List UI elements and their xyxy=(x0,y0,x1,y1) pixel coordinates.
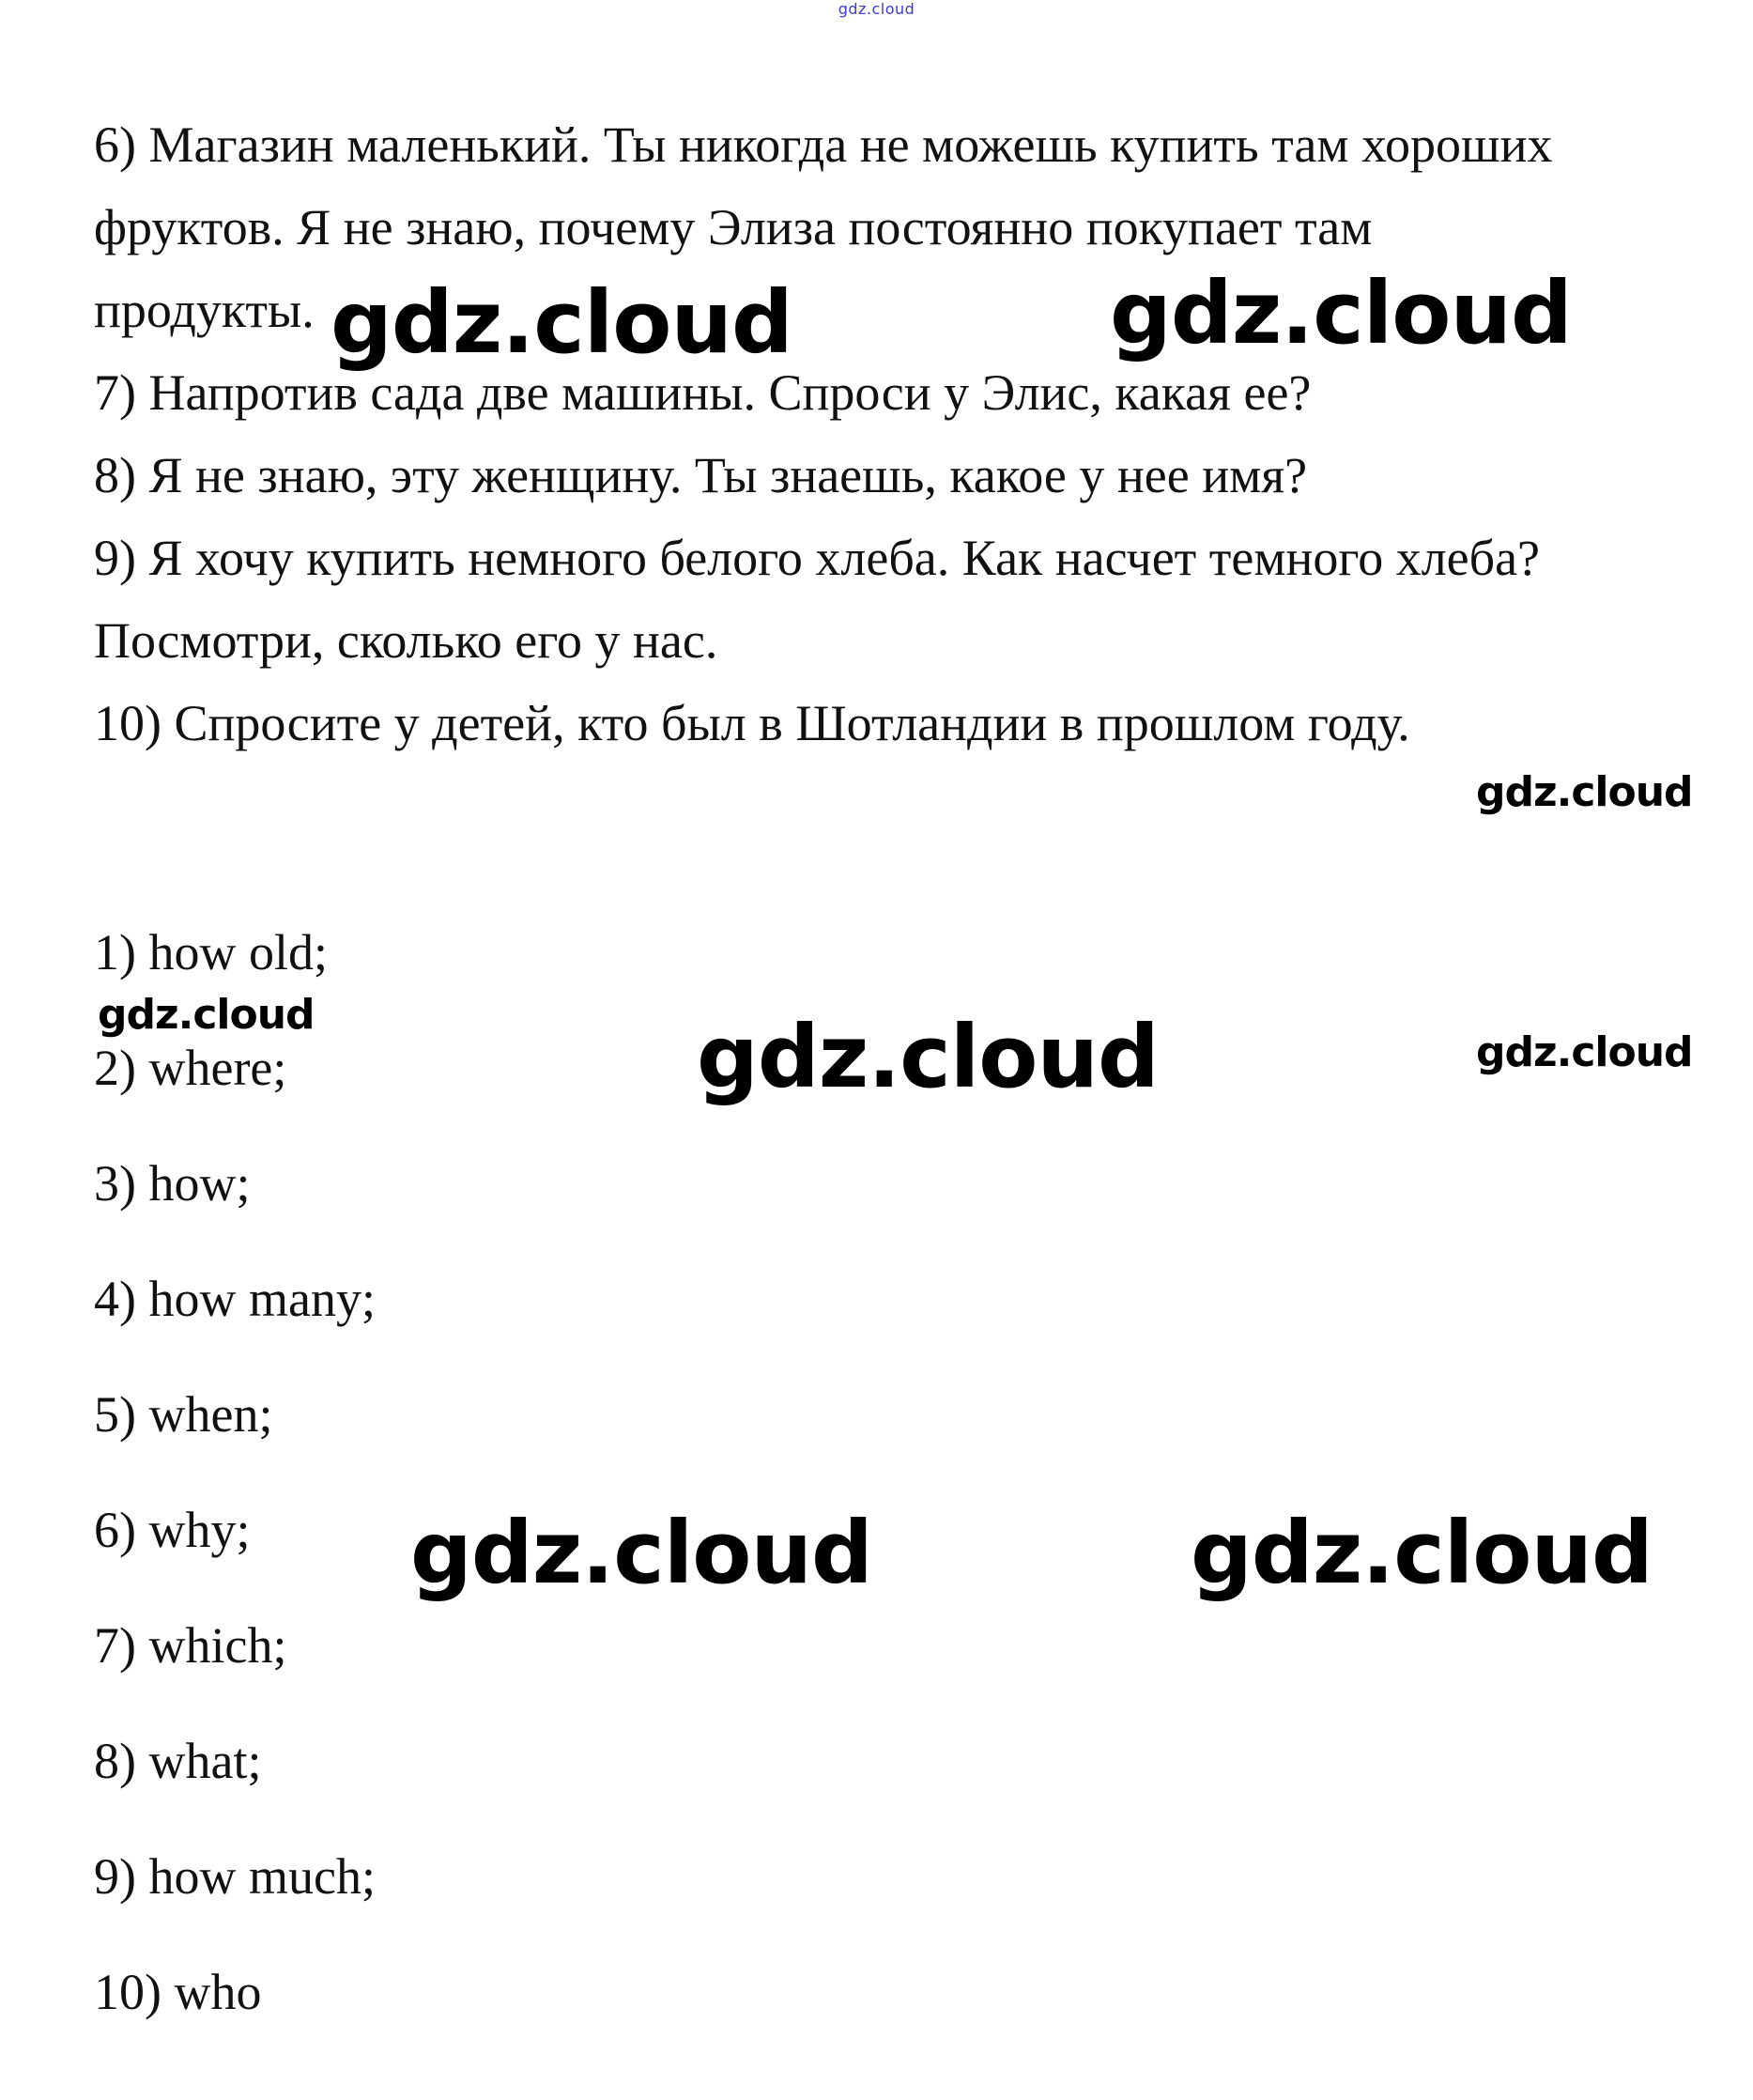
translation-text xyxy=(94,103,1690,764)
answer-item: 9) how much; xyxy=(94,1848,376,1905)
translation-line: Посмотри, сколько его у нас. xyxy=(94,612,718,669)
translation-line: 9) Я хочу купить немного белого хлеба. Как насчет темного хлеба? xyxy=(94,530,1541,586)
answer-item: 2) where; xyxy=(94,1040,287,1096)
watermark: gdz.cloud xyxy=(1110,263,1572,363)
answer-item: 8) what; xyxy=(94,1733,262,1789)
watermark: gdz.cloud xyxy=(1476,768,1693,816)
watermark: gdz.cloud xyxy=(697,1007,1159,1107)
answer-item: 7) which; xyxy=(94,1617,287,1674)
answer-item: 3) how; xyxy=(94,1155,251,1212)
watermark: gdz.cloud xyxy=(1191,1503,1653,1603)
answer-item: 5) when; xyxy=(94,1386,273,1443)
watermark: gdz.cloud xyxy=(410,1503,872,1603)
answer-item: 4) how many; xyxy=(94,1271,376,1327)
answer-item: 6) why; xyxy=(94,1502,251,1558)
translation-line: 6) Магазин маленький. Ты никогда не можешь купить там хороших xyxy=(94,116,1553,173)
answer-item: 10) who xyxy=(94,1964,262,2020)
translation-line: фруктов. Я не знаю, почему Элиза постоянно покупает там xyxy=(94,199,1373,255)
translation-line: 10) Спросите у детей, кто был в Шотландии в прошлом году. xyxy=(94,695,1410,751)
watermark: gdz.cloud xyxy=(1476,1028,1693,1076)
watermark: gdz.cloud xyxy=(331,272,792,373)
translation-line: 8) Я не знаю, эту женщину. Ты знаешь, какое у нее имя? xyxy=(94,447,1308,503)
translation-line: 7) Напротив сада две машины. Спроси у Элис, какая ее? xyxy=(94,364,1312,421)
translation-line: продукты. xyxy=(94,282,315,338)
watermark: gdz.cloud xyxy=(98,991,315,1039)
site-header-mark: gdz.cloud xyxy=(838,0,915,18)
answer-item: 1) how old; xyxy=(94,924,328,981)
